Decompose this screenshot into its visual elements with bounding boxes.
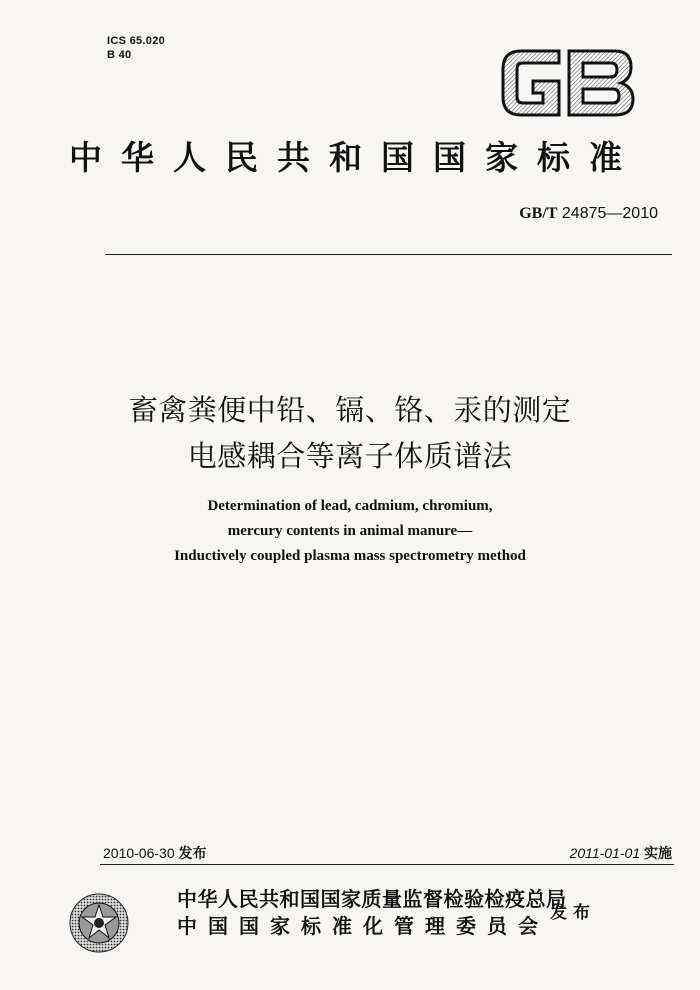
- standard-prefix: GB/T: [519, 205, 558, 222]
- title-zh-line1: 畜禽粪便中铅、镉、铬、汞的测定: [128, 393, 572, 427]
- issuer-line1: 中华人民共和国国家质量监督检验检疫总局: [177, 887, 567, 911]
- footer-divider: [100, 864, 674, 865]
- gb-logo: [497, 45, 637, 120]
- title-zh: [0, 387, 700, 479]
- ics-code: [107, 34, 165, 62]
- standard-number: [519, 205, 658, 223]
- issuer-line2: 中国国家标准化管理委员会: [177, 914, 549, 938]
- implement-date: [570, 843, 672, 863]
- title-en-line2: mercury contents in animal manure—: [227, 523, 473, 539]
- org-title: 中华人民共和国国家标准: [69, 138, 641, 177]
- issue-label: 发布: [178, 845, 207, 861]
- title-zh-line2: 电感耦合等离子体质谱法: [187, 439, 513, 473]
- header-divider: [105, 254, 672, 255]
- issue-date-value: 2010-06-30: [103, 845, 175, 861]
- standard-number-value: 24875—2010: [561, 205, 658, 222]
- publish-label: 发布: [550, 903, 596, 923]
- issuer-seal-icon: [68, 892, 130, 954]
- title-en-line1: Determination of lead, cadmium, chromium,: [207, 498, 493, 514]
- title-en-line3: Inductively coupled plasma mass spectrometry method: [174, 548, 526, 564]
- implement-date-value: 2011-01-01: [569, 845, 641, 861]
- implement-label: 实施: [644, 845, 672, 861]
- title-en: [0, 494, 700, 569]
- issue-date: [103, 843, 207, 863]
- category-line: B 40: [107, 49, 132, 61]
- ics-line: ICS 65.020: [107, 35, 166, 47]
